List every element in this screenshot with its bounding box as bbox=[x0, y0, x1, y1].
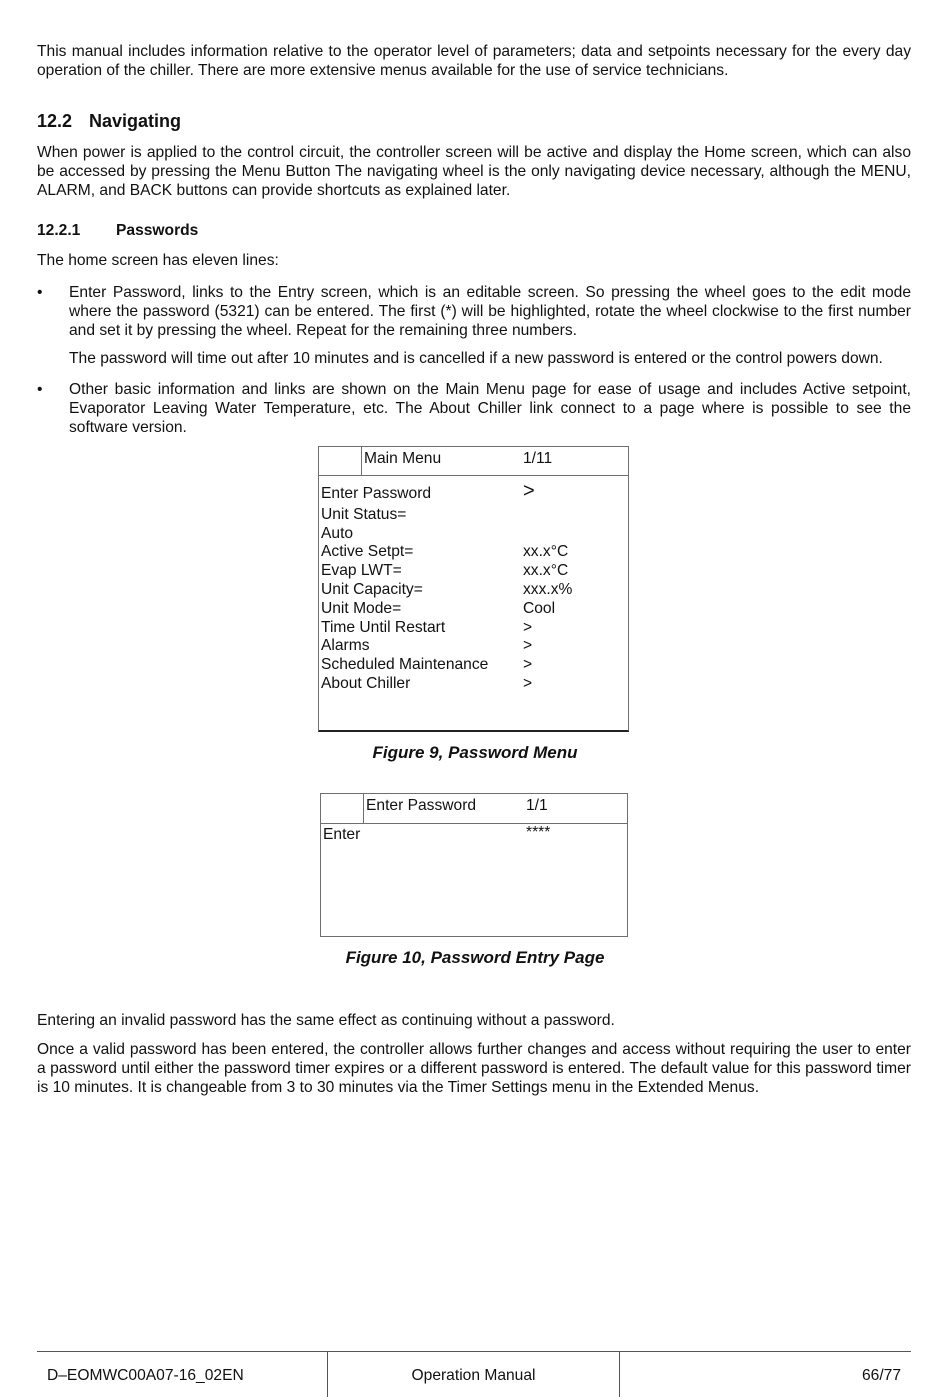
main-menu-screen bbox=[318, 446, 629, 732]
chevron-right-icon[interactable]: > bbox=[523, 480, 535, 502]
section-heading bbox=[37, 110, 181, 132]
subsection-number: 12.2.1 bbox=[37, 222, 81, 239]
menu-item-evap-lwt: Evap LWT= bbox=[321, 562, 402, 579]
page-footer bbox=[37, 1351, 911, 1397]
password-field[interactable]: **** bbox=[526, 824, 551, 841]
menu-item-about-chiller[interactable]: About Chiller bbox=[321, 675, 411, 692]
menu-item-unit-mode: Unit Mode= bbox=[321, 600, 402, 617]
menu-value-evap-lwt: xx.x°C bbox=[523, 562, 569, 579]
password-field-label: Enter bbox=[323, 826, 361, 843]
footer-doc-code: D–EOMWC00A07-16_02EN bbox=[47, 1367, 244, 1384]
subsection-intro: The home screen has eleven lines: bbox=[37, 252, 279, 269]
bullet-marker: • bbox=[37, 284, 43, 301]
bullet-note-1: The password will time out after 10 minutes and is cancelled if a new password is entered or the control powers down. bbox=[69, 350, 883, 367]
chevron-right-icon[interactable]: > bbox=[523, 675, 533, 692]
figure-9-caption: Figure 9, Password Menu bbox=[372, 743, 578, 762]
menu-item-unit-status: Unit Status= bbox=[321, 506, 407, 523]
menu-value-unit-status: Auto bbox=[321, 525, 354, 542]
footer-divider bbox=[619, 1352, 620, 1397]
menu-item-alarms[interactable]: Alarms bbox=[321, 637, 370, 654]
closing-paragraph-2: Once a valid password has been entered, the controller allows further changes and access without requiring the user to enter a password until either the password timer expires or a different password is entered. The default value for this password timer is 10 minutes. It is changeable from 3 to 30 minutes via the Timer Settings menu in the Extended Menus. bbox=[37, 1041, 911, 1096]
menu-item-active-setpt: Active Setpt= bbox=[321, 543, 414, 560]
footer-page-number: 66/77 bbox=[861, 1367, 901, 1384]
menu-value-unit-capacity: xxx.x% bbox=[523, 581, 573, 598]
screen-header-divider bbox=[363, 794, 364, 824]
menu-item-scheduled-maintenance[interactable]: Scheduled Maintenance bbox=[321, 656, 489, 673]
menu-value-active-setpt: xx.x°C bbox=[523, 543, 569, 560]
menu-item-unit-capacity: Unit Capacity= bbox=[321, 581, 423, 598]
screen-title: Enter Password bbox=[366, 797, 477, 814]
bullet-marker: • bbox=[37, 381, 43, 398]
chevron-right-icon[interactable]: > bbox=[523, 656, 533, 673]
screen-title: Main Menu bbox=[364, 450, 442, 467]
menu-item-enter-password[interactable]: Enter Password bbox=[321, 485, 432, 502]
intro-paragraph: This manual includes information relative to the operator level of parameters; data and setpoints necessary for the every day operation of the chiller. There are more extensive menus available for the use of service technicians. bbox=[37, 43, 911, 79]
chevron-right-icon[interactable]: > bbox=[523, 619, 533, 636]
section-number: 12.2 bbox=[37, 111, 73, 131]
subsection-heading bbox=[37, 221, 198, 240]
menu-value-unit-mode: Cool bbox=[523, 600, 556, 617]
bullet-text-2: Other basic information and links are shown on the Main Menu page for ease of usage and includes Active setpoint, Evaporator Leaving Water Temperature, etc. The About Chiller link connect to a page where is possible to see the software version. bbox=[69, 381, 911, 436]
footer-doc-title: Operation Manual bbox=[411, 1367, 536, 1384]
closing-paragraph-1: Entering an invalid password has the same effect as continuing without a password. bbox=[37, 1012, 615, 1029]
subsection-title: Passwords bbox=[116, 222, 199, 239]
screen-page-indicator: 1/1 bbox=[526, 797, 548, 814]
section-paragraph: When power is applied to the control circuit, the controller screen will be active and display the Home screen, which can also be accessed by pressing the Menu Button The navigating wheel is the only navigating device necessary, although the MENU, ALARM, and BACK buttons can provide shortcuts as explained later. bbox=[37, 144, 911, 199]
bullet-text-1: Enter Password, links to the Entry screen, which is an editable screen. So pressing the wheel goes to the edit mode where the password (5321) can be entered. The first (*) will be highlighted, rotate the wheel clockwise to the first number and set it by pressing the wheel. Repeat for the remaining three numbers. bbox=[69, 284, 911, 339]
password-entry-screen bbox=[320, 793, 628, 937]
screen-header-divider bbox=[361, 447, 362, 476]
chevron-right-icon[interactable]: > bbox=[523, 637, 533, 654]
figure-10-caption: Figure 10, Password Entry Page bbox=[345, 948, 605, 967]
screen-page-indicator: 1/11 bbox=[523, 450, 553, 467]
menu-item-time-until-restart[interactable]: Time Until Restart bbox=[321, 619, 446, 636]
section-title: Navigating bbox=[89, 111, 182, 131]
